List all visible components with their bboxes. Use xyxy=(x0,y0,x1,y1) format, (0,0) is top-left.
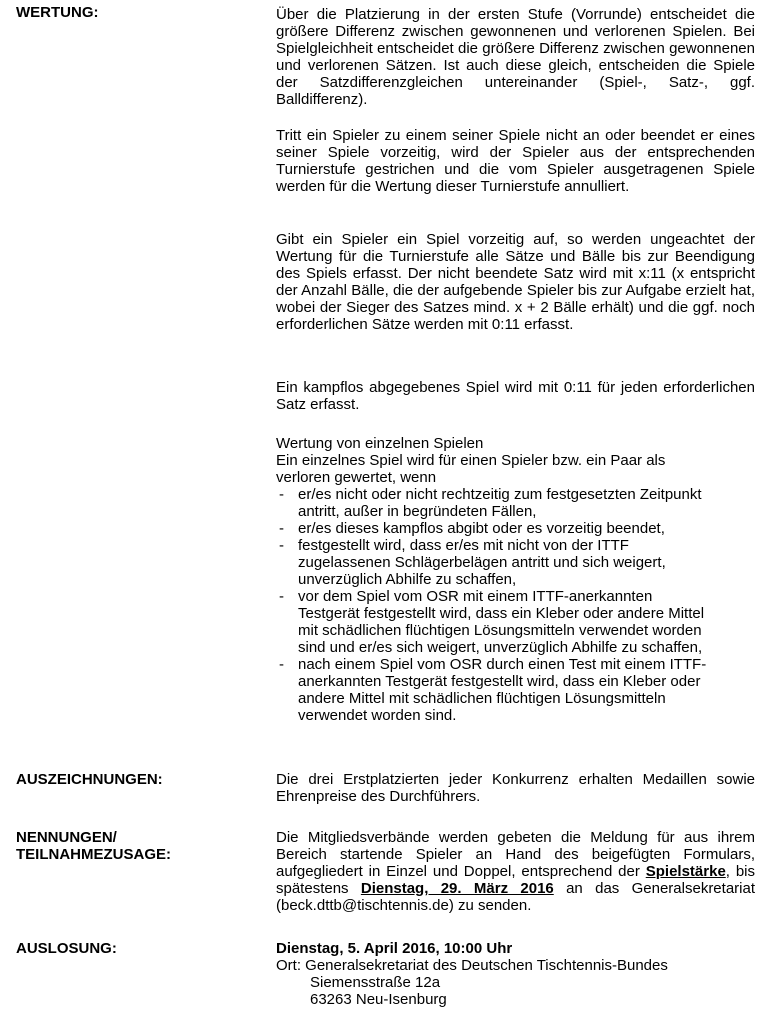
bullet-dash: - xyxy=(279,486,284,503)
list-item: - nach einem Spiel vom OSR durch einen Test mit einem ITTF- anerkannten Testgerät festgestellt wird, dass ein Kleber oder andere Mittel mit schädlichen flüchtigen Lösungsmitteln verwendet worden sind. xyxy=(279,656,707,724)
wertung-einzel-block xyxy=(276,435,755,724)
auslosung-street: Siemensstraße 12a xyxy=(310,974,441,991)
bullet-dash: - xyxy=(279,656,284,673)
emphasis-spielstaerke: Spielstärke xyxy=(645,863,726,880)
auslosung-city: 63263 Neu-Isenburg xyxy=(310,991,447,1008)
nennungen-text: Die Mitgliedsverbände werden gebeten die Meldung für aus ihrem Bereich startende Spieler an Hand des beigefügten Formulars, aufgegliedert in Einzel und Doppel, entsprechend der Spielstärke, bis spätestens Dienstag, 29. März 2016 an das Generalsekretariat (beck.dttb@tischtennis.de) zu senden. xyxy=(276,829,756,914)
section-label-wertung: WERTUNG: xyxy=(16,4,99,21)
bullet-dash: - xyxy=(279,537,284,554)
section-label-nennungen: NENNUNGEN/ TEILNAHMEZUSAGE: xyxy=(16,829,171,863)
list-item: - vor dem Spiel vom OSR mit einem ITTF-anerkannten Testgerät festgestellt wird, dass ein Kleber oder andere Mittel mit schädlichen flüchtigen Lösungsmitteln verwendet worden sind und er/es sich weigert, unverzüglich Abhilfe zu schaffen, xyxy=(279,588,705,656)
einzel-list xyxy=(276,486,755,724)
bullet-dash: - xyxy=(279,588,284,605)
deadline-date: Dienstag, 29. März 2016 xyxy=(360,880,554,897)
section-label-auszeichnungen: AUSZEICHNUNGEN: xyxy=(16,771,163,788)
section-label-auslosung: AUSLOSUNG: xyxy=(16,940,117,957)
einzel-heading: Wertung von einzelnen Spielen xyxy=(276,435,484,452)
einzel-intro-line: Ein einzelnes Spiel wird für einen Spieler bzw. ein Paar als xyxy=(276,452,666,469)
list-item: - er/es nicht oder nicht rechtzeitig zum festgesetzten Zeitpunkt antritt, außer in begründeten Fällen, xyxy=(279,486,702,520)
auslosung-ort-line: Ort: Generalsekretariat des Deutschen Tischtennis-Bundes xyxy=(276,957,668,974)
bullet-dash: - xyxy=(279,520,284,537)
auszeichnungen-text: Die drei Erstplatzierten jeder Konkurrenz erhalten Medaillen sowie Ehrenpreise des Durchführers. xyxy=(276,771,755,805)
list-item: - festgestellt wird, dass er/es mit nicht von der ITTF zugelassenen Schlägerbelägen antritt und sich weigert, unverzüglich Abhilfe zu schaffen, xyxy=(279,537,666,588)
wertung-p2: Tritt ein Spieler zu einem seiner Spiele nicht an oder beendet er eines seiner Spiele vorzeitig, wird der Spieler aus der entsprechenden Turnierstufe gestrichen und die vom Spieler ausgetragenen Spiele werden für die Wertung dieser Turnierstufe annulliert. xyxy=(276,127,755,195)
wertung-p4: Ein kampflos abgegebenes Spiel wird mit 0:11 für jeden erforderlichen Satz erfasst. xyxy=(276,379,755,413)
auslosung-date: Dienstag, 5. April 2016, 10:00 Uhr xyxy=(276,940,513,957)
auslosung-block xyxy=(276,940,755,1008)
wertung-p3: Gibt ein Spieler ein Spiel vorzeitig auf, so werden ungeachtet der Wertung für die Turnierstufe alle Sätze und Bälle bis zur Beendigung des Spiels erfasst. Der nicht beendete Satz wird mit x:11 (x entspricht der Anzahl Bälle, die der aufgebende Spieler bis zur Aufgabe erzielt hat, wobei der Sieger des Satzes mind. x + 2 Bälle erhält) und die ggf. noch erforderlichen Sätze werden mit 0:11 erfasst. xyxy=(276,231,755,333)
wertung-p1: Über die Platzierung in der ersten Stufe (Vorrunde) entscheidet die größere Differenz zwischen gewonnenen und verlorenen Spielen. Bei Spielgleichheit entscheidet die größere Differenz zwischen gewonnenen und verlorenen Sätzen. Ist auch diese gleich, entscheiden die Spiele der Satzdifferenzgleichen untereinander (Spiel-, Satz-, ggf. Balldifferenz). xyxy=(276,6,755,108)
einzel-intro-line: verloren gewertet, wenn xyxy=(276,469,437,486)
list-item: - er/es dieses kampflos abgibt oder es vorzeitig beendet, xyxy=(279,520,665,537)
